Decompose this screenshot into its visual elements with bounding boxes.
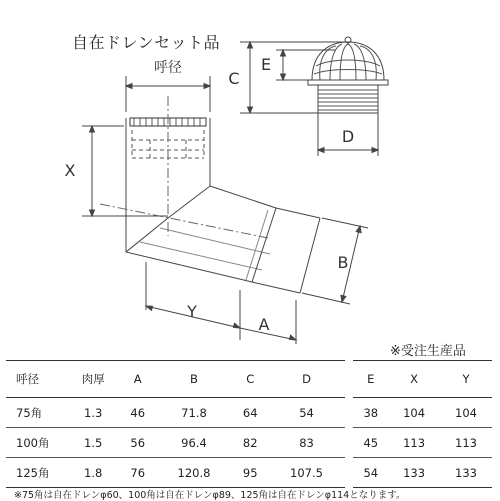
header-d: D	[268, 361, 346, 398]
table-gap	[345, 361, 353, 398]
cell-b: 120.8	[155, 458, 233, 488]
cell-x: 113	[388, 428, 440, 458]
table-header-row	[6, 361, 492, 398]
header-thickness: 肉厚	[66, 361, 120, 398]
centerline	[100, 96, 268, 238]
cell-x: 133	[388, 458, 440, 488]
cell-nominal: 75角	[6, 398, 66, 428]
header-b: B	[155, 361, 233, 398]
header-e: E	[353, 361, 388, 398]
made-to-order-note: ※受注生産品	[390, 344, 466, 359]
table-row	[6, 398, 492, 428]
y-label: Y	[187, 302, 197, 321]
table-row	[6, 428, 492, 458]
table-gap	[345, 428, 353, 458]
e-dimension	[276, 50, 336, 80]
cell-a: 46	[120, 398, 155, 428]
nominal-dimension	[126, 76, 210, 112]
table-gap	[345, 398, 353, 428]
cell-e: 45	[353, 428, 388, 458]
cell-thickness: 1.3	[66, 398, 120, 428]
cell-b: 96.4	[155, 428, 233, 458]
cell-d: 83	[268, 428, 346, 458]
header-a: A	[120, 361, 155, 398]
table-gap	[345, 458, 353, 488]
header-c: C	[233, 361, 268, 398]
cell-y: 113	[440, 428, 492, 458]
cell-e: 54	[353, 458, 388, 488]
cell-thickness: 1.5	[66, 428, 120, 458]
cell-nominal: 125角	[6, 458, 66, 488]
cell-x: 104	[388, 398, 440, 428]
footnote: ※75角は自在ドレンφ60、100角は自在ドレンφ89、125角は自在ドレンφ114となります。	[14, 490, 406, 501]
cell-e: 38	[353, 398, 388, 428]
cell-d: 107.5	[268, 458, 346, 488]
header-x: X	[388, 361, 440, 398]
cell-a: 56	[120, 428, 155, 458]
cell-thickness: 1.8	[66, 458, 120, 488]
cell-c: 64	[233, 398, 268, 428]
header-nominal: 呼径	[6, 361, 66, 398]
elbow-body	[126, 118, 320, 293]
x-label: X	[64, 161, 76, 180]
table-row	[6, 458, 492, 488]
cell-d: 54	[268, 398, 346, 428]
d-label: D	[341, 127, 355, 146]
cell-c: 95	[233, 458, 268, 488]
cell-b: 71.8	[155, 398, 233, 428]
cell-y: 133	[440, 458, 492, 488]
drain-grate-detail	[308, 37, 388, 113]
a-label: A	[258, 315, 270, 334]
b-label: B	[337, 253, 349, 272]
header-y: Y	[440, 361, 492, 398]
cell-y: 104	[440, 398, 492, 428]
spec-table	[6, 360, 492, 488]
cell-c: 82	[233, 428, 268, 458]
cell-nominal: 100角	[6, 428, 66, 458]
e-label: E	[260, 55, 272, 74]
product-title: 自在ドレンセット品	[72, 33, 221, 52]
cell-a: 76	[120, 458, 155, 488]
c-label: C	[228, 69, 240, 88]
b-dimension	[302, 218, 368, 304]
nominal-label: 呼径	[154, 60, 182, 76]
